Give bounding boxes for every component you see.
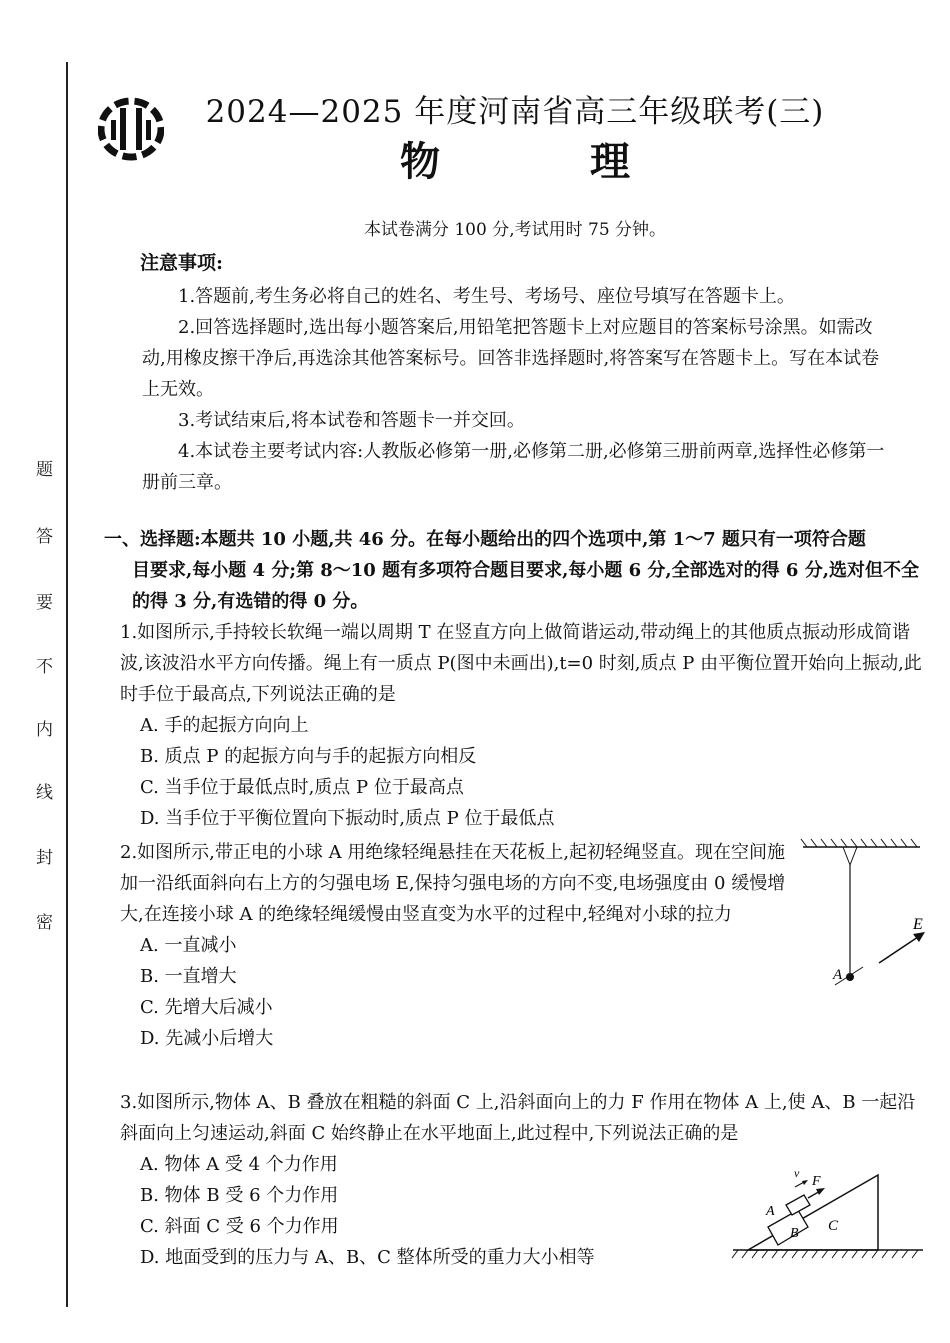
option-c: C. 斜面 C 受 6 个力作用 xyxy=(140,1216,339,1237)
option-d: D. 先减小后增大 xyxy=(140,1028,274,1049)
binding-char: 要 xyxy=(36,593,53,613)
subject-title: 物理 xyxy=(400,138,780,185)
pendulum-field-figure xyxy=(795,835,935,995)
binding-char: 内 xyxy=(36,720,53,740)
incline-label: C xyxy=(828,1218,839,1234)
ball-label: A xyxy=(833,967,843,983)
question-2 xyxy=(120,837,792,1054)
notice-heading: 注意事项: xyxy=(140,252,224,274)
exam-title: 2024—2025 年度河南省高三年级联考(三) xyxy=(205,94,825,130)
option-c: C. 先增大后减小 xyxy=(140,997,273,1018)
section-header-line1: 一、选择题:本题共 10 小题,共 46 分。在每小题给出的四个选项中,第 1～7 题只有一项符合题 xyxy=(104,529,866,550)
incline-figure xyxy=(728,1155,928,1265)
velocity-label: v xyxy=(794,1166,800,1180)
question-stem: 2.如图所示,带正电的小球 A 用绝缘轻绳悬挂在天花板上,起初轻绳竖直。现在空间施加一沿纸面斜向右上方的匀强电场 E,保持匀强电场的方向不变,电场强度由 0 缓慢增大,在连接小球 A 的绝缘轻绳缓慢由竖直变为水平的过程中,轻绳对小球的拉力 xyxy=(120,842,786,925)
binding-char: 答 xyxy=(36,527,53,547)
section-header xyxy=(104,524,934,617)
notice-item: 2.回答选择题时,选出每小题答案后,用铅笔把答题卡上对应题目的答案标号涂黑。如需改动,用橡皮擦干净后,再选涂其他答案标号。回答非选择题时,将答案写在答题卡上。写在本试卷上无效。 xyxy=(142,317,880,400)
block-b-label: B xyxy=(790,1226,799,1241)
exam-info: 本试卷满分 100 分,考试用时 75 分钟。 xyxy=(363,220,667,240)
question-stem: 1.如图所示,手持较长软绳一端以周期 T 在竖直方向上做简谐运动,带动绳上的其他质点振动形成简谐波,该波沿水平方向传播。绳上有一质点 P(图中未画出),t=0 时刻,质点 P 由平衡位置开始向上振动,此时手位于最高点,下列说法正确的是 xyxy=(120,622,922,705)
notice-list xyxy=(142,281,894,498)
option-a: A. 手的起振方向向上 xyxy=(140,715,309,736)
option-d: D. 当手位于平衡位置向下振动时,质点 P 位于最低点 xyxy=(140,808,555,829)
option-b: B. 物体 B 受 6 个力作用 xyxy=(140,1185,339,1206)
notice-item: 4.本试卷主要考试内容:人教版必修第一册,必修第二册,必修第三册前两章,选择性必修第一册前三章。 xyxy=(142,441,885,493)
question-1 xyxy=(120,617,932,834)
block-a-label: A xyxy=(766,1204,775,1219)
binding-char: 题 xyxy=(36,460,53,480)
option-b: B. 一直增大 xyxy=(140,966,237,987)
binding-char: 密 xyxy=(36,913,53,933)
binding-char: 不 xyxy=(36,657,53,677)
section-header-rest: 目要求,每小题 4 分;第 8～10 题有多项符合题目要求,每小题 6 分,全部选对的得 6 分,选对但不全的得 3 分,有选错的得 0 分。 xyxy=(132,560,919,612)
force-label: F xyxy=(812,1174,821,1189)
option-b: B. 质点 P 的起振方向与手的起振方向相反 xyxy=(140,746,477,767)
notice-item: 3.考试结束后,将本试卷和答题卡一并交回。 xyxy=(178,410,525,431)
field-label: E xyxy=(913,916,923,933)
binding-line xyxy=(66,62,68,1307)
question-stem: 3.如图所示,物体 A、B 叠放在粗糙的斜面 C 上,沿斜面向上的力 F 作用在物体 A 上,使 A、B 一起沿斜面向上匀速运动,斜面 C 始终静止在水平地面上,此过程中,下列说法正确的是 xyxy=(120,1092,916,1144)
binding-char: 封 xyxy=(36,848,53,868)
option-a: A. 物体 A 受 4 个力作用 xyxy=(140,1154,338,1175)
option-a: A. 一直减小 xyxy=(140,935,237,956)
binding-char: 线 xyxy=(36,783,53,803)
option-d: D. 地面受到的压力与 A、B、C 整体所受的重力大小相等 xyxy=(140,1247,595,1268)
notice-item: 1.答题前,考生务必将自己的姓名、考生号、考场号、座位号填写在答题卡上。 xyxy=(178,286,795,307)
option-c: C. 当手位于最低点时,质点 P 位于最高点 xyxy=(140,777,464,798)
block-a xyxy=(786,1195,810,1215)
